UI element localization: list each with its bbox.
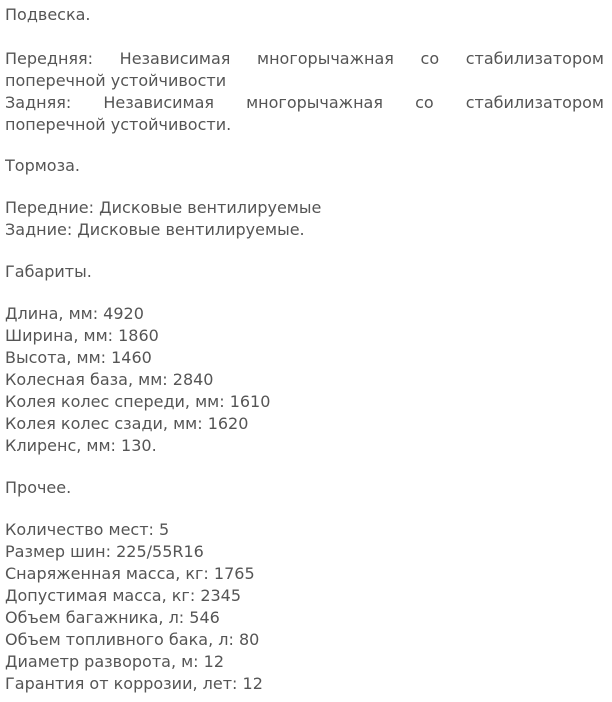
suspension-rear-word: Задняя: — [5, 93, 72, 112]
dimensions-item: Колея колес сзади, мм: 1620 — [5, 414, 249, 433]
other-item: Снаряженная масса, кг: 1765 — [5, 564, 255, 583]
suspension-front-word: Передняя: — [5, 49, 94, 68]
other-item: Диаметр разворота, м: 12 — [5, 652, 225, 671]
suspension-front-word: Независимая — [119, 49, 231, 68]
other-heading: Прочее. — [5, 478, 72, 497]
dimensions-item: Ширина, мм: 1860 — [5, 326, 159, 345]
suspension-rear-word: многорычажная — [246, 93, 383, 112]
dimensions-heading: Габариты. — [5, 262, 92, 281]
dimensions-item: Длина, мм: 4920 — [5, 304, 144, 323]
suspension-rear-line1 — [5, 92, 604, 114]
suspension-rear-word: Независимая — [103, 93, 215, 112]
other-item: Гарантия от коррозии, лет: 12 — [5, 674, 263, 693]
suspension-front-word: со — [420, 49, 440, 68]
other-item: Допустимая масса, кг: 2345 — [5, 586, 242, 605]
dimensions-item: Колесная база, мм: 2840 — [5, 370, 214, 389]
suspension-front-line1 — [5, 48, 604, 70]
brakes-front: Передние: Дисковые вентилируемые — [5, 198, 322, 217]
other-item: Размер шин: 225/55R16 — [5, 542, 204, 561]
suspension-front-word: многорычажная — [257, 49, 394, 68]
brakes-rear: Задние: Дисковые вентилируемые. — [5, 220, 305, 239]
suspension-front-word: стабилизатором — [465, 49, 604, 68]
suspension-rear-word: со — [415, 93, 434, 112]
other-item: Объем топливного бака, л: 80 — [5, 630, 260, 649]
dimensions-item: Клиренс, мм: 130. — [5, 436, 157, 455]
other-item: Объем багажника, л: 546 — [5, 608, 220, 627]
suspension-heading: Подвеска. — [5, 5, 91, 24]
suspension-front-line2: поперечной устойчивости — [5, 71, 227, 90]
brakes-heading: Тормоза. — [5, 156, 80, 175]
other-item: Количество мест: 5 — [5, 520, 170, 539]
suspension-rear-line2: поперечной устойчивости. — [5, 115, 232, 134]
dimensions-item: Колея колес спереди, мм: 1610 — [5, 392, 271, 411]
suspension-rear-word: стабилизатором — [465, 93, 604, 112]
dimensions-item: Высота, мм: 1460 — [5, 348, 152, 367]
